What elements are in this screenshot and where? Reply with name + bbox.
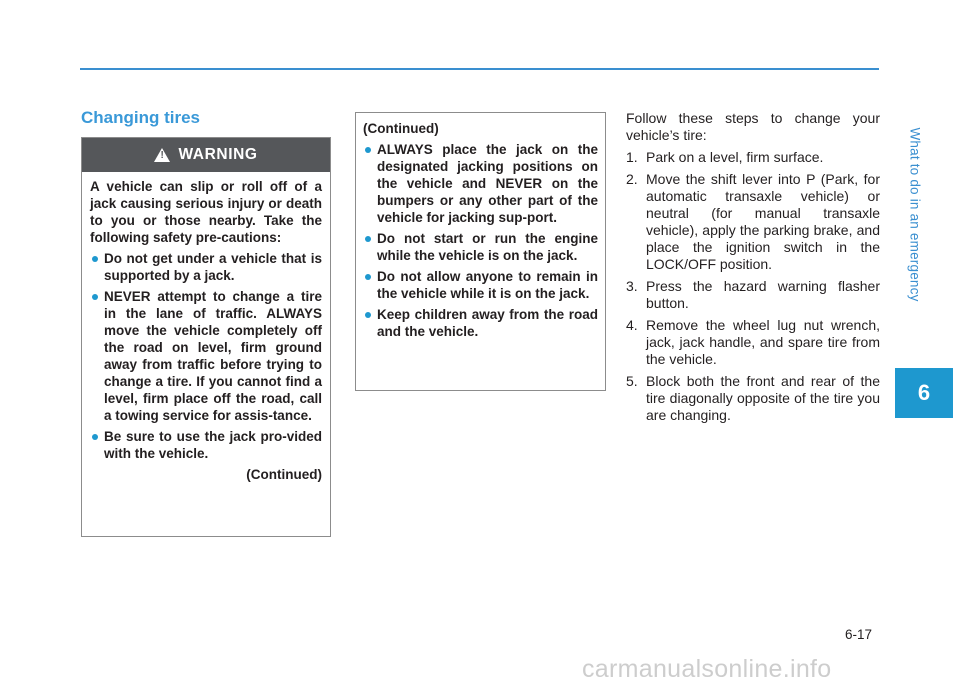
warning-bullet: NEVER attempt to change a tire in the lane of traffic. ALWAYS move the vehicle completely off the road on level, firm ground away from traffic before trying to change a tire. If you cannot find a level, firm place off the road, call a towing service for assis-tance. [90, 288, 322, 424]
warning-intro: A vehicle can slip or roll off of a jack causing serious injury or death to you or those nearby. Take the following safety pre-cautions: [90, 179, 322, 245]
step-item [626, 373, 880, 424]
step-text: Park on a level, firm surface. [646, 149, 824, 165]
continued-heading: (Continued) [363, 121, 439, 136]
step-item [626, 149, 880, 166]
chapter-side-tab [904, 70, 926, 358]
warning-bullet: Be sure to use the jack pro-vided with the vehicle. [90, 428, 322, 462]
tire-change-steps [626, 110, 880, 429]
warning-bullet-list [90, 250, 322, 462]
warning-header [82, 138, 330, 172]
step-item [626, 171, 880, 273]
step-number: 1. [626, 149, 638, 165]
warning-body [82, 172, 330, 483]
continued-bullet: ALWAYS place the jack on the designated jacking positions on the vehicle and NEVER on the bumpers or any other part of the vehicle for jacking sup-port. [363, 141, 598, 226]
continued-bullet: Do not start or run the engine while the vehicle is on the jack. [363, 230, 598, 264]
section-title: Changing tires [81, 108, 201, 127]
steps-list [626, 149, 880, 424]
step-text: Block both the front and rear of the tire diagonally opposite of the tire you are changing. [646, 373, 880, 423]
steps-intro: Follow these steps to change your vehicle’s tire: [626, 110, 880, 143]
warning-continued-box [355, 112, 606, 391]
step-number: 4. [626, 317, 638, 333]
warning-triangle-icon [154, 148, 170, 162]
step-number: 3. [626, 278, 638, 294]
page-number: 6-17 [845, 627, 873, 642]
watermark: carmanualsonline.info [582, 655, 832, 683]
step-number: 2. [626, 171, 638, 187]
header-rule [80, 68, 879, 70]
step-text: Press the hazard warning flasher button. [646, 278, 880, 311]
step-item [626, 317, 880, 368]
warning-continued-label: (Continued) [246, 467, 322, 482]
step-item [626, 278, 880, 312]
warning-box [81, 137, 331, 537]
continued-bullet: Keep children away from the road and the vehicle. [363, 306, 598, 340]
step-number: 5. [626, 373, 638, 389]
continued-bullet-list [363, 141, 598, 340]
warning-bullet: Do not get under a vehicle that is supported by a jack. [90, 250, 322, 284]
chapter-number-badge [895, 368, 953, 418]
warning-header-label: WARNING [178, 146, 258, 163]
step-text: Remove the wheel lug nut wrench, jack, jack handle, and spare tire from the vehicle. [646, 317, 880, 367]
step-text: Move the shift lever into P (Park, for automatic transaxle vehicle) or neutral (for manual transaxle vehicle), apply the parking brake, and place the ignition switch in the LOCK/OFF position. [646, 171, 880, 272]
chapter-title: What to do in an emergency [907, 126, 923, 302]
continued-bullet: Do not allow anyone to remain in the vehicle while it is on the jack. [363, 268, 598, 302]
chapter-number: 6 [917, 380, 931, 405]
